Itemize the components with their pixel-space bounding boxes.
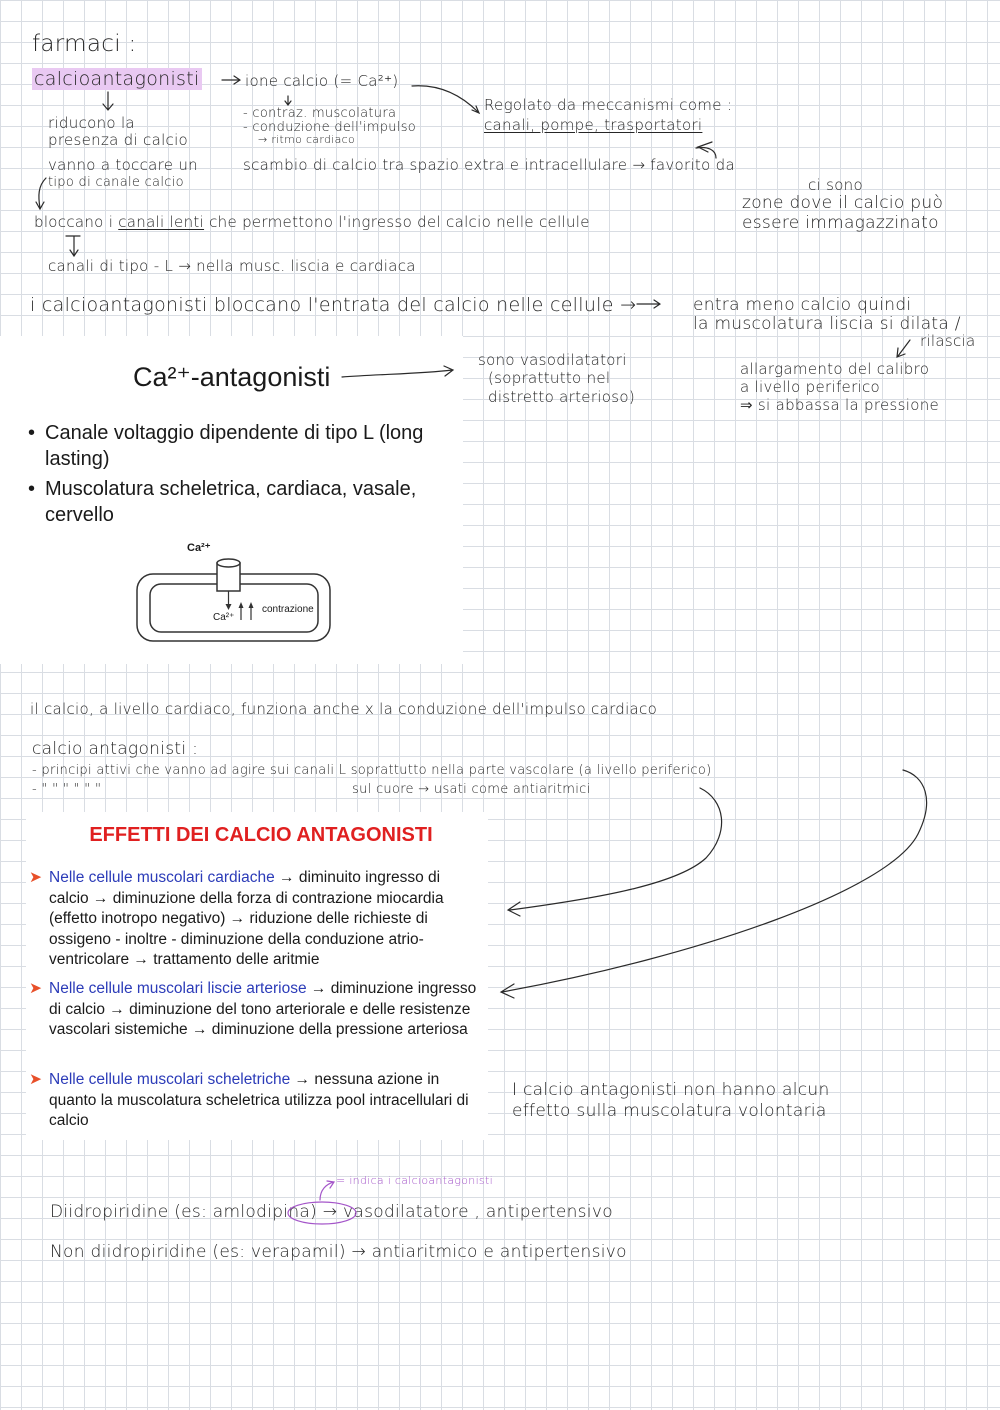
- effect-head-1: Nelle cellule muscolari cardiache: [49, 869, 275, 886]
- zones-1: ci sono: [808, 176, 863, 194]
- zones-3: essere immagazzinato: [742, 213, 939, 233]
- effect-bullet-arrow-1: ➤: [29, 869, 42, 886]
- nondhp-line: Non diidropiridine (es: verapamil) → antiaritmico e antipertensivo: [50, 1242, 627, 1262]
- slide1-bullet-dot-1: •: [28, 422, 36, 444]
- vaso-1: sono vasodilatatori: [478, 351, 627, 369]
- arrow-down-block: [36, 178, 46, 209]
- no-effect-1: I calcio antagonisti non hanno alcun: [512, 1080, 830, 1100]
- arrow-summary: [637, 300, 660, 308]
- indicates-note: = indica i calcioantagonisti: [336, 1174, 493, 1187]
- widen-2: a livello periferico: [740, 378, 881, 396]
- slide1-bullet-1: Canale voltaggio dipendente di tipo L (long lasting): [45, 422, 424, 470]
- heading-calcioantagonisti: [32, 70, 202, 90]
- arrow-relax: [897, 340, 910, 357]
- effect-item-skeletal: [29, 1070, 484, 1132]
- slide-ca-antagonists: [0, 336, 463, 664]
- arrow-to-smooth-effect: [501, 770, 927, 998]
- diagram-ca-inside: Ca²⁺: [213, 612, 235, 623]
- channel-arrow-head: [226, 604, 232, 610]
- effects-title: EFFETTI DEI CALCIO ANTAGONISTI: [89, 824, 433, 846]
- effect-head-2: Nelle cellule muscolari liscie arteriose: [49, 980, 307, 997]
- block-suffix: che permettono l'ingresso del calcio nelle cellule: [209, 213, 590, 231]
- slide1-bullet-2: Muscolatura scheletrica, cardiaca, vasale, cervello: [45, 478, 417, 526]
- slide1-bullet-dot-2: •: [28, 478, 36, 500]
- reduce-1: riducono la: [48, 114, 135, 132]
- no-effect-2: effetto sulla muscolatura volontaria: [512, 1101, 827, 1121]
- exchange-line: scambio di calcio tra spazio extra e intracellulare → favorito da: [243, 156, 735, 174]
- diagram-ca-top: Ca²⁺: [187, 542, 211, 554]
- effect-text-2: → diminuzione ingresso di calcio → diminuzione del tono arteriorale e delle resistenze vascolari sistemiche → diminuzione della pressione arteriosa: [49, 980, 477, 1038]
- widen-3: ⇒ si abbassa la pressione: [740, 396, 940, 414]
- vaso-2: (soprattutto nel: [488, 369, 611, 387]
- effect-text-3: → nessuna azione in quanto la muscolatura scheletrica utilizza pool intracellulari di calcio: [49, 1071, 469, 1129]
- block-channels: canali lenti: [118, 213, 205, 231]
- effect-bullet-arrow-2: ➤: [29, 980, 42, 997]
- ion-role-3: → ritmo cardiaco: [258, 133, 356, 146]
- arrow-down-reduce: [103, 92, 113, 110]
- summary-line: i calcioantagonisti bloccano l'entrata del calcio nelle cellule →: [30, 294, 637, 316]
- arrow-down-ion: [285, 96, 291, 105]
- ion-label: ione calcio (= Ca²⁺): [245, 72, 399, 90]
- effect-item-cardiac: [29, 868, 484, 971]
- regulated-list: canali, pompe, trasportatori: [484, 116, 703, 134]
- zones-2: zone dove il calcio può: [742, 193, 944, 213]
- touch-2: tipo di canale calcio: [48, 175, 184, 190]
- block-line: [34, 215, 590, 231]
- effect-text-1: → diminuito ingresso di calcio → diminuzione della forza di contrazione miocardia (effetto inotropo negativo) → riduzione delle richieste di ossigeno - inoltre - diminuzione della conduzione atrio-ventricolare → trattamento delle aritmie: [49, 869, 444, 968]
- regulated-label: Regolato da meccanismi come :: [484, 96, 733, 114]
- widen-1: allargamento del calibro: [740, 360, 930, 378]
- effect-head-3: Nelle cellule muscolari scheletriche: [49, 1071, 291, 1088]
- slide1-title: Ca²⁺-antagonisti: [133, 362, 331, 392]
- effect-bullet-arrow-3: ➤: [29, 1071, 42, 1088]
- antag-line-2: sul cuore → usati come antiaritmici: [352, 782, 591, 797]
- diagram-contraction: contrazione: [262, 604, 314, 615]
- ltype-line: canali di tipo - L → nella musc. liscia e cardiaca: [48, 257, 416, 275]
- heading-text: calcioantagonisti: [34, 68, 200, 90]
- ion-role-1: - contraz. muscolatura: [243, 106, 397, 121]
- cardiac-conduction-line: il calcio, a livello cardiaco, funziona anche x la conduzione dell'impulso cardiaco: [30, 700, 658, 718]
- ion-role-2: - conduzione dell'impulso: [243, 120, 417, 135]
- relax-label: rilascia: [920, 332, 976, 350]
- channel-top: [217, 559, 240, 567]
- block-prefix: bloccano i: [34, 213, 114, 231]
- notes-title: farmaci :: [32, 31, 137, 57]
- less-2: la muscolatura liscia si dilata /: [693, 314, 961, 334]
- arrow-down-ltype: [66, 236, 80, 256]
- arrow-to-regulated: [412, 86, 479, 113]
- reduce-2: presenza di calcio: [48, 131, 189, 149]
- less-1: entra meno calcio quindi: [693, 295, 912, 315]
- up-arrow-head-1: [239, 602, 244, 608]
- antag-label: calcio antagonisti :: [32, 739, 199, 759]
- dhp-line: Diidropiridine (es: amlodipina) → vasodilatatore , antipertensivo: [50, 1202, 613, 1222]
- up-arrow-head-2: [249, 602, 254, 608]
- effect-item-smooth: [29, 979, 484, 1041]
- arrow-to-cardiac-effect: [508, 788, 722, 916]
- arrow-to-ion: [222, 76, 240, 84]
- slide-effects: [26, 812, 488, 1140]
- antag-line-1: - principi attivi che vanno ad agire sui canali L soprattutto nella parte vascolare (a livello periferico): [32, 763, 712, 778]
- vaso-3: distretto arterioso): [488, 388, 635, 406]
- touch-1: vanno a toccare un: [48, 156, 198, 174]
- antag-line-2-ditto: - " " " " " ": [32, 782, 102, 797]
- arrow-dipina-note: [320, 1181, 334, 1200]
